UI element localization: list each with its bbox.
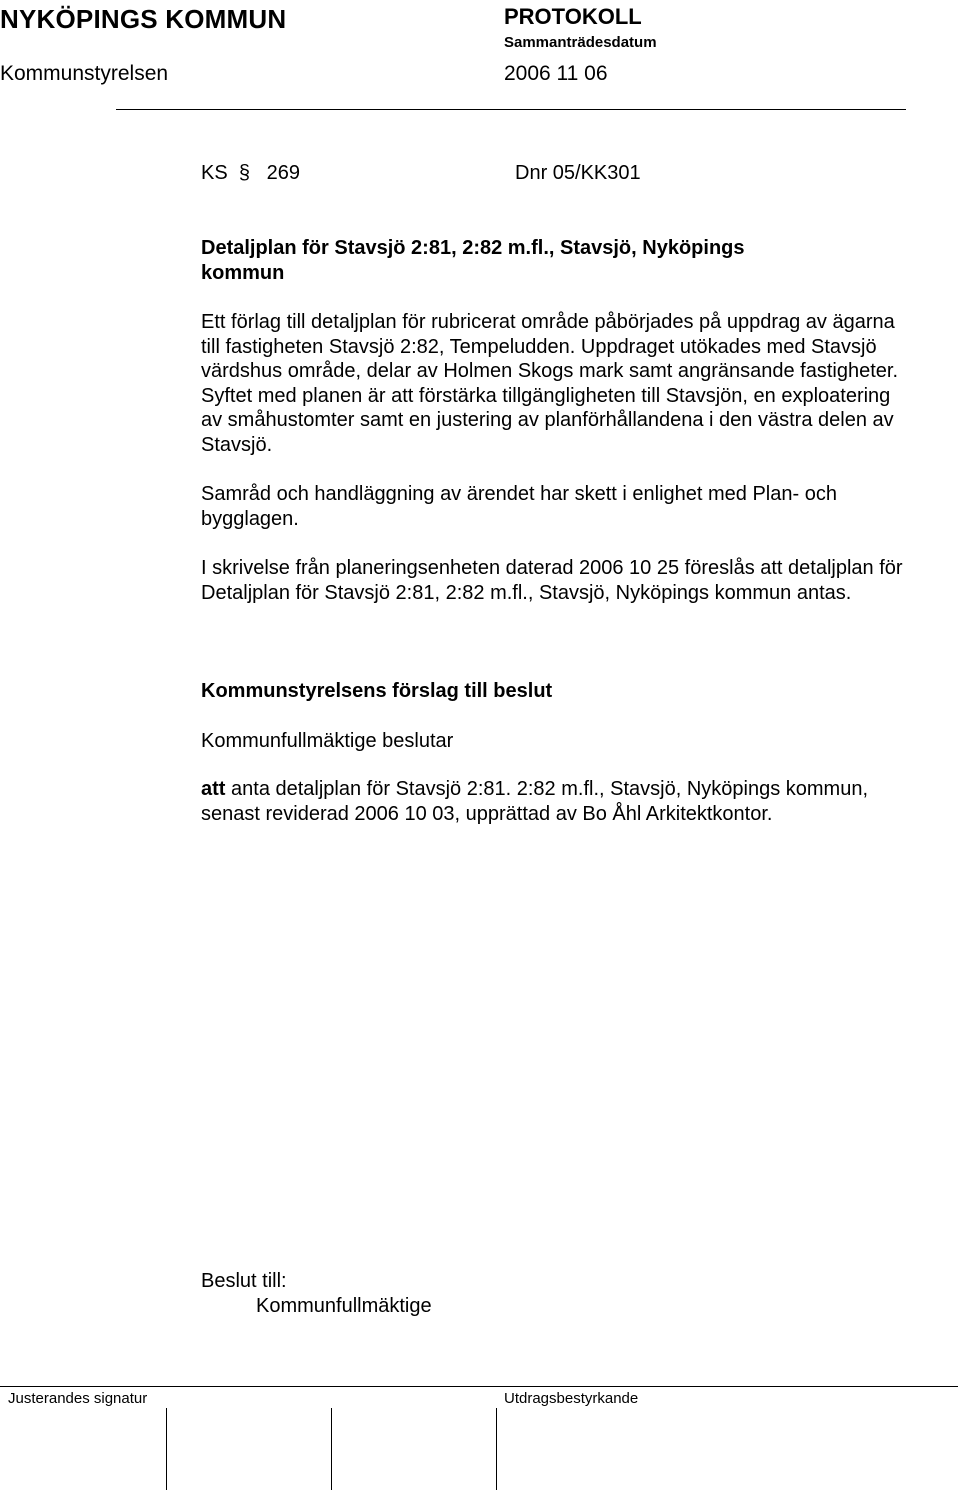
distribution-recipient: Kommunfullmäktige [256, 1295, 432, 1317]
decision-by: Kommunfullmäktige beslutar [201, 730, 454, 752]
paragraph-proposal: I skrivelse från planeringsenheten daterad 2006 10 25 föreslås att detaljplan för Detaljplan för Stavsjö 2:81, 2:82 m.fl., Stavsjö, Nyköpings kommun antas. [201, 557, 903, 604]
diary-number: Dnr 05/KK301 [515, 162, 641, 184]
body-name: Kommunstyrelsen [0, 62, 169, 85]
header-divider [116, 109, 906, 110]
organization-name: NYKÖPINGS KOMMUN [0, 4, 287, 34]
paragraph-reference [201, 162, 300, 185]
signature-box-line [496, 1408, 497, 1490]
meeting-date-label: Sammanträdesdatum [504, 34, 657, 51]
paragraph-number: 269 [266, 162, 300, 184]
ks-label: KS [201, 162, 228, 184]
footer-divider [0, 1386, 958, 1387]
distribution-label: Beslut till: [201, 1270, 287, 1292]
paragraph-consultation: Samråd och handläggning av ärendet har skett i enlighet med Plan- och bygglagen. [201, 483, 837, 530]
extract-label: Utdragsbestyrkande [504, 1390, 639, 1407]
decision-body: anta detaljplan för Stavsjö 2:81. 2:82 m.fl., Stavsjö, Nyköpings kommun, senast reviderad 2006 10 03, upprättad av Bo Åhl Arkitektkontor. [201, 778, 869, 825]
document-type: PROTOKOLL [504, 4, 642, 29]
meeting-date: 2006 11 06 [504, 62, 608, 85]
signature-box-line [331, 1408, 332, 1490]
decision-text [201, 777, 916, 826]
paragraph-sign: § [238, 162, 250, 184]
decision-keyword: att [201, 778, 226, 800]
proposal-heading: Kommunstyrelsens förslag till beslut [201, 680, 553, 702]
case-title: Detaljplan för Stavsjö 2:81, 2:82 m.fl., Stavsjö, Nyköpings kommun [201, 237, 745, 284]
signature-label: Justerandes signatur [8, 1390, 148, 1407]
paragraph-background: Ett förlag till detaljplan för rubricerat område påbörjades på uppdrag av ägarna till fastigheten Stavsjö 2:82, Tempeludden. Uppdraget utökades med Stavsjö värdshus område, delar av Holmen Skogs mark samt angränsande fastigheter. Syftet med planen är att förstärka tillgängligheten till Stavsjön, en exploatering av småhustomter samt en justering av planförhållandena i den västra delen av Stavsjö. [201, 311, 899, 456]
signature-box-line [166, 1408, 167, 1490]
